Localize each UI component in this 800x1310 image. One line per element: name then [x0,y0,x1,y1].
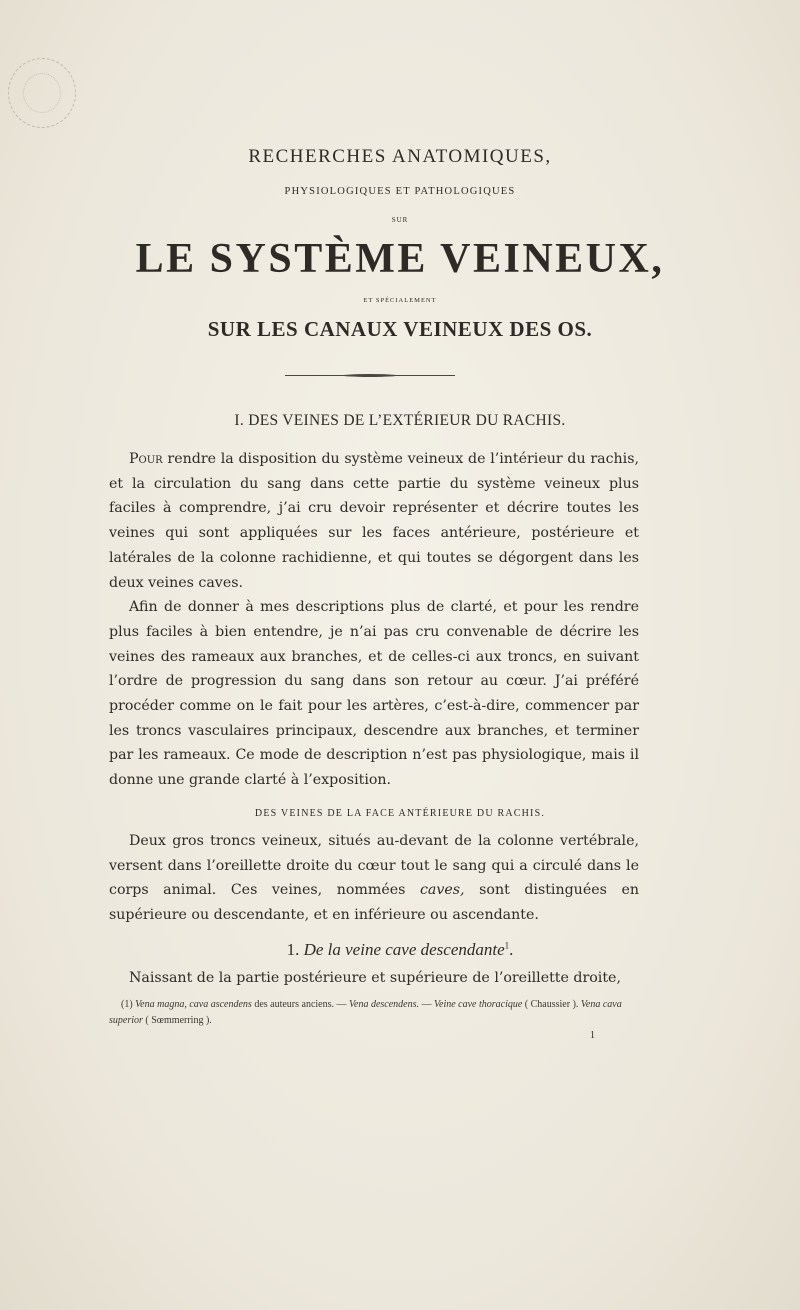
section-heading-2: DES VEINES DE LA FACE ANTÉRIEURE DU RACHIS. [254,808,546,819]
footnote-italic-4: Vena cava superior [109,999,622,1026]
body-text-1 [109,447,639,793]
paragraph-2: Afin de donner à mes descriptions plus de clarté, et pour les rendre plus faciles à bien entendre, je n’ai pas cru convenable de décrire les veines des rameaux aux branches, et de celles-ci aux troncs, en suivant l’ordre de progression du sang dans son retour au cœur. J’ai préféré procéder comme on le fait pour les artères, c’est-à-dire, commencer par les troncs vasculaires principaux, descendre aux branches, et terminer par les rameaux. Ce mode de description n’est pas physiologique, mais il donne une grande clarté à l’exposition. [109,599,639,789]
page-number: 1 [590,1030,595,1041]
footnote-marker: 1 [504,940,510,951]
title-line-6: SUR LES CANAUX VEINEUX DES OS. [207,317,593,341]
footnote-text-4: ( Sœmmerring ). [142,1015,212,1026]
paragraph-1 [109,447,639,595]
subheading-number: 1. [286,940,300,959]
paragraph-3-italic: caves, [419,882,465,899]
main-title: LE SYSTÈME VEINEUX, [135,236,665,282]
subheading [0,940,800,960]
paragraph-3 [109,829,639,928]
footnote-italic-3: Veine cave thoracique [434,999,523,1010]
footnote-text-3: ( Chaussier ). [522,999,581,1010]
title-line-1: RECHERCHES ANATOMIQUES, [248,146,552,167]
subheading-end: . [509,940,514,959]
footnote-italic-2: Vena descendens. [349,999,419,1010]
title-line-3: SUR [391,216,409,224]
body-text-3 [109,966,639,991]
body-text-2 [109,829,639,928]
footnote-text-2: — [419,999,434,1010]
paragraph-3-b: sont distinguées en supérieure ou descendante, et en inférieure ou ascendante. [109,882,639,924]
paragraph-lead: Pour [129,451,163,467]
paragraph-4: Naissant de la partie postérieure et supérieure de l’oreillette droite, [129,970,621,986]
paragraph-3-a: Deux gros troncs veineux, situés au-devant de la colonne vertébrale, versent dans l’oreillette droite du cœur tout le sang qui a circulé dans le corps animal. Ces veines, nommées [109,833,639,899]
footnote-text-1: des auteurs anciens. — [251,999,350,1010]
section-heading-1: I. DES VEINES DE L’EXTÉRIEUR DU RACHIS. [234,412,566,429]
title-line-2: PHYSIOLOGIQUES ET PATHOLOGIQUES [284,186,516,197]
footnote [109,997,639,1029]
footnote-number: (1) [121,999,133,1010]
library-stamp [8,58,76,128]
decorative-rule [285,374,455,377]
footnote-italic-1: Vena magna, cava ascendens [135,999,252,1010]
subheading-title: De la veine cave descendante [303,940,505,959]
title-line-5: ET SPÉCIALEMENT [363,297,437,304]
paragraph-1-text: rendre la disposition du système veineux de l’intérieur du rachis, et la circulation du sang dans cette partie du système veineux plus faciles à comprendre, j’ai cru devoir représenter et décrire toutes les veines qui sont appliquées sur les faces antérieure, postérieure et latérales de la colonne rachidienne, et qui toutes se dégorgent dans les deux veines caves. [109,451,639,591]
